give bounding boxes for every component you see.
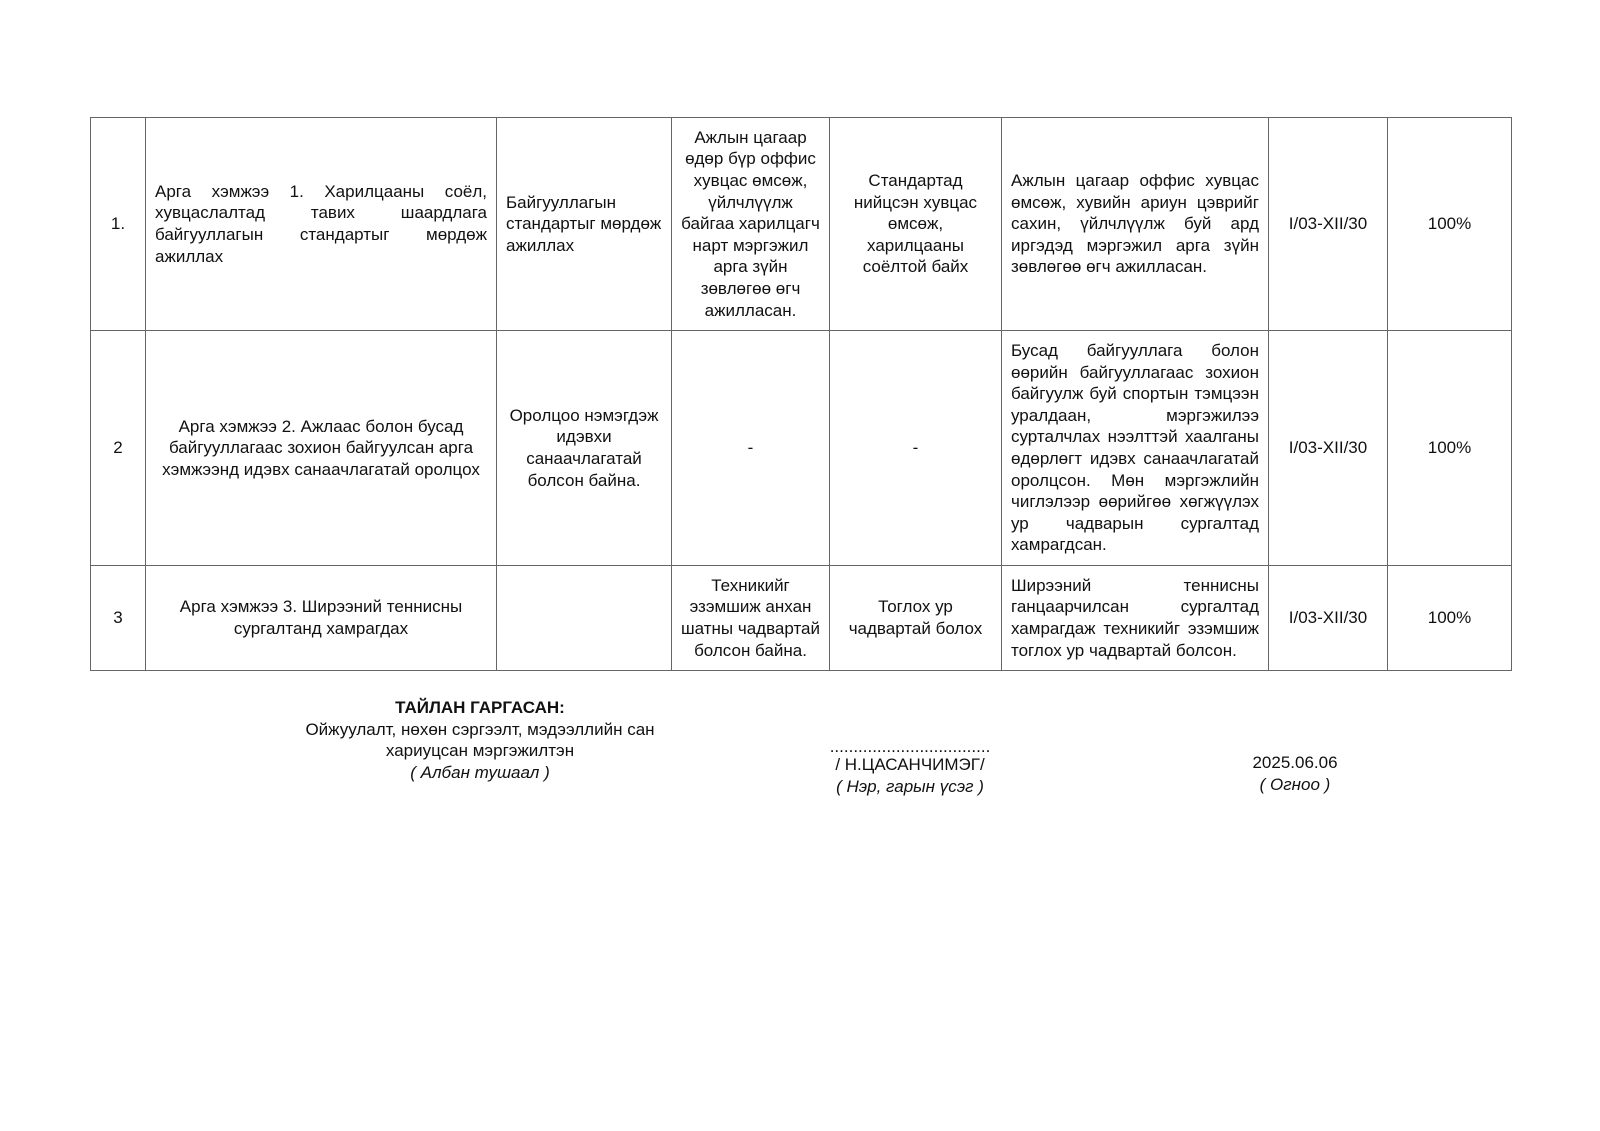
criteria-cell: Стандартад нийцсэн хувцас өмсөж, харилцааны соёлтой байх xyxy=(830,118,1002,331)
report-heading: ТАЙЛАН ГАРГАСАН: xyxy=(395,698,565,717)
row-number: 3 xyxy=(91,566,146,671)
reporter-name: / Н.ЦАСАНЧИМЭГ/ xyxy=(835,755,985,774)
percent-cell: 100% xyxy=(1388,566,1512,671)
performed-cell: Техникийг эзэмшиж анхан шатны чадвартай болсон байна. xyxy=(672,566,830,671)
result-cell: Ширээний теннисны ганцаарчилсан сургалтад хамрагдаж техникийг эзэмшиж тоглох ур чадвартай болсон. xyxy=(1002,566,1269,671)
table-row xyxy=(91,331,1512,566)
criteria-cell: Тоглох ур чадвартай болох xyxy=(830,566,1002,671)
date-caption: ( Огноо ) xyxy=(1259,774,1331,794)
action-cell: Арга хэмжээ 1. Харилцааны соёл, хувцаслалтад тавих шаардлага байгууллагын стандартыг мөрдөж ажиллах xyxy=(146,118,497,331)
performed-cell: - xyxy=(672,331,830,566)
signature-block xyxy=(800,737,1020,797)
goal-cell xyxy=(497,566,672,671)
percent-cell: 100% xyxy=(1388,118,1512,331)
criteria-cell: - xyxy=(830,331,1002,566)
period-cell: I/03-XII/30 xyxy=(1269,566,1388,671)
name-caption: ( Нэр, гарын үсэг ) xyxy=(836,776,984,796)
action-cell: Арга хэмжээ 2. Ажлаас болон бусад байгууллагаас зохион байгуулсан арга хэмжээнд идэвх санаачлагатай оролцох xyxy=(146,331,497,566)
goal-cell: Байгууллагын стандартыг мөрдөж ажиллах xyxy=(497,118,672,331)
result-cell: Ажлын цагаар оффис хувцас өмсөж, хувийн ариун цэврийг сахин, үйлчлүүлж буй ард иргэдэд мэргэжил арга зүйн зөвлөгөө өгч ажилласан. xyxy=(1002,118,1269,331)
result-cell: Бусад байгууллага болон өөрийн байгууллагаас зохион байгуулж буй спортын тэмцээн уралдаан, мэргэжилээ сурталчлах нээлттэй хаалганы өдөрлөгт идэвх санаачлагатай оролцсон. Мөн мэргэжлийн чиглэлээр өөрийгөө хөгжүүлэх ур чадварын сургалтад хамрагдсан. xyxy=(1002,331,1269,566)
position-caption: ( Албан тушаал ) xyxy=(410,762,550,782)
performed-cell: Ажлын цагаар өдөр бүр оффис хувцас өмсөж, үйлчлүүлж байгаа харилцагч нарт мэргэжил арга зүйн зөвлөгөө өгч ажилласан. xyxy=(672,118,830,331)
date-block xyxy=(1220,752,1370,795)
report-table xyxy=(90,117,1512,671)
row-number: 2 xyxy=(91,331,146,566)
table-row xyxy=(91,566,1512,671)
row-number: 1. xyxy=(91,118,146,331)
period-cell: I/03-XII/30 xyxy=(1269,331,1388,566)
position-line-2: хариуцсан мэргэжилтэн xyxy=(385,741,575,761)
signature-line: .................................. xyxy=(829,737,991,756)
table-row xyxy=(91,118,1512,331)
percent-cell: 100% xyxy=(1388,331,1512,566)
period-cell: I/03-XII/30 xyxy=(1269,118,1388,331)
action-cell: Арга хэмжээ 3. Ширээний теннисны сургалтанд хамрагдах xyxy=(146,566,497,671)
report-date: 2025.06.06 xyxy=(1252,753,1338,772)
position-line-1: Ойжуулалт, нөхөн сэргээлт, мэдээллийн сан xyxy=(305,719,655,739)
goal-cell: Оролцоо нэмэгдэж идэвхи санаачлагатай болсон байна. xyxy=(497,331,672,566)
reporter-position-block xyxy=(260,697,700,783)
